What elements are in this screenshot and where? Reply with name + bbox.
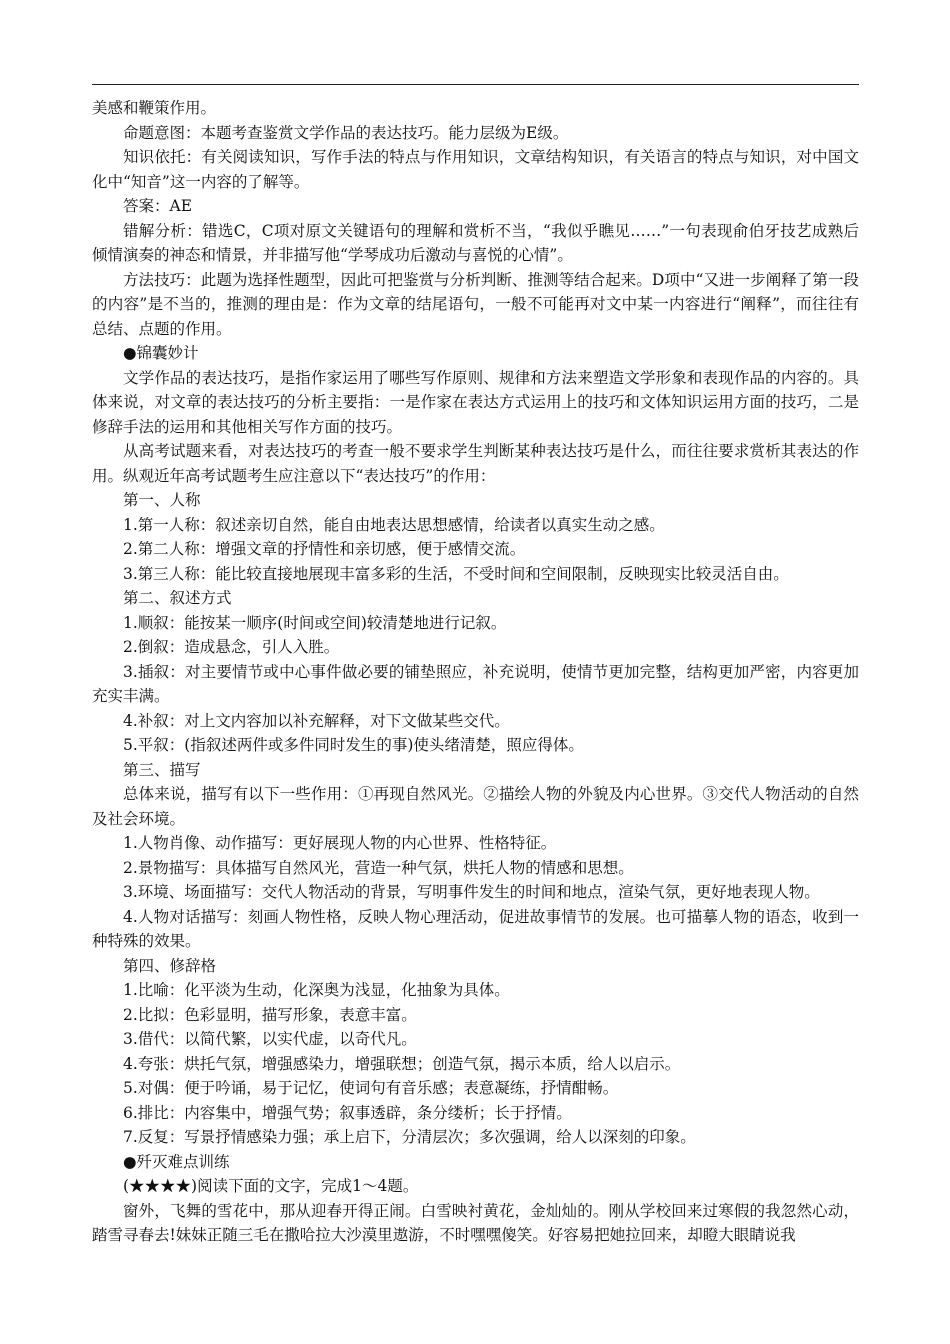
paragraph: 2.倒叙：造成悬念，引人入胜。 (123, 638, 340, 656)
paragraph: 命题意图：本题考查鉴赏文学作品的表达技巧。能力层级为E级。 (123, 123, 569, 142)
paragraph: 错解分析：错选C，C项对原文关键语句的理解和赏析不当，“我似乎瞧见……”一句表现俞伯牙技艺成熟后倾情演奏的神态和情景，并非描写他“学琴成功后激动与喜悦的心情”。 (92, 221, 859, 264)
paragraph: 答案：AE (123, 197, 193, 215)
paragraph: 窗外，飞舞的雪花中，那从迎春开得正闹。白雪映衬黄花，金灿灿的。刚从学校回来过寒假的我忽然心动，踏雪寻春去!妹妹正随三毛在撒哈拉大沙漠里遨游，不时嘿嘿傻笑。好容易把她拉回来，却瞪大眼睛说我 (92, 1201, 859, 1244)
paragraph: 方法技巧：此题为选择性题型，因此可把鉴赏与分析判断、推测等结合起来。D项中“又进一步阐释了第一段的内容”是不当的，推测的理由是：作为文章的结尾语句，一般不可能再对文中某一内容进行“阐释”，而往往有总结、点题的作用。 (92, 270, 859, 338)
paragraph: 3.环境、场面描写：交代人物活动的背景，写明事件发生的时间和地点，渲染气氛，更好地表现人物。 (123, 883, 820, 901)
paragraph: 5.对偶：便于吟诵，易于记忆，使词句有音乐感；表意凝练，抒情酣畅。 (123, 1079, 619, 1097)
paragraph: 第四、修辞格 (123, 956, 217, 975)
paragraph: 5.平叙：(指叙述两件或多件同时发生的事)使头绪清楚，照应得体。 (123, 736, 584, 754)
paragraph: 总体来说，描写有以下一些作用：①再现自然风光。②描绘人物的外貌及内心世界。③交代人物活动的自然及社会环境。 (92, 785, 859, 828)
paragraph: 3.插叙：对主要情节或中心事件做必要的铺垫照应，补充说明，使情节更加完整，结构更加严密，内容更加充实丰满。 (92, 662, 859, 705)
paragraph: 第一、人称 (123, 491, 201, 509)
paragraph: 文学作品的表达技巧，是指作家运用了哪些写作原则、规律和方法来塑造文学形象和表现作品的内容的。具体来说，对文章的表达技巧的分析主要指：一是作家在表达方式运用上的技巧和文体知识运用方面的技巧，二是修辞手法的运用和其他相关写作方面的技巧。 (92, 368, 859, 436)
paragraph: 2.比拟：色彩显明，描写形象，表意丰富。 (123, 1005, 417, 1024)
paragraph: 1.人物肖像、动作描写：更好展现人物的内心世界、性格特征。 (123, 834, 557, 852)
paragraph: 4.补叙：对上文内容加以补充解释，对下文做某些交代。 (123, 711, 510, 730)
paragraph: 2.第二人称：增强文章的抒情性和亲切感，便于感情交流。 (123, 540, 526, 558)
paragraph: 4.人物对话描写：刻画人物性格，反映人物心理活动，促进故事情节的发展。也可描摹人物的语态，收到一种特殊的效果。 (92, 907, 859, 950)
paragraph: 4.夸张：烘托气氛，增强感染力，增强联想；创造气氛，揭示本质，给人以启示。 (123, 1054, 681, 1073)
header-rule (92, 84, 859, 85)
paragraph: 7.反复：写景抒情感染力强；承上启下，分清层次；多次强调，给人以深刻的印象。 (123, 1128, 696, 1146)
paragraph: 6.排比：内容集中，增强气势；叙事透辟，条分缕析；长于抒情。 (123, 1103, 572, 1122)
paragraph: 美感和鞭策作用。 (92, 99, 217, 117)
paragraph: 2.景物描写：具体描写自然风光，营造一种气氛，烘托人物的情感和思想。 (123, 858, 634, 877)
paragraph: ●锦囊妙计 (123, 344, 199, 362)
paragraph: 第二、叙述方式 (123, 589, 232, 607)
paragraph: 从高考试题来看，对表达技巧的考查一般不要求学生判断某种表达技巧是什么，而往往要求赏析其表达的作用。纵观近年高考试题考生应注意以下“表达技巧”的作用： (92, 442, 859, 485)
paragraph: 第三、描写 (123, 760, 201, 779)
paragraph: 3.借代：以简代繁，以实代虚，以奇代凡。 (123, 1030, 417, 1048)
paragraph: 1.第一人称：叙述亲切自然，能自由地表达思想感情，给读者以真实生动之感。 (123, 515, 665, 534)
paragraph: 3.第三人称：能比较直接地展现丰富多彩的生活，不受时间和空间限制，反映现实比较灵活自由。 (123, 564, 789, 583)
paragraph: 知识依托：有关阅读知识，写作手法的特点与作用知识，文章结构知识，有关语言的特点与知识，对中国文化中“知音”这一内容的了解等。 (92, 148, 859, 191)
paragraph: 1.比喻：化平淡为生动，化深奥为浅显，化抽象为具体。 (123, 981, 510, 999)
paragraph: ●歼灭难点训练 (123, 1152, 230, 1171)
paragraph: (★★★★)阅读下面的文字，完成1～4题。 (123, 1177, 419, 1195)
paragraph: 1.顺叙：能按某一顺序(时间或空间)较清楚地进行记叙。 (123, 613, 507, 632)
document-body (92, 96, 859, 1248)
